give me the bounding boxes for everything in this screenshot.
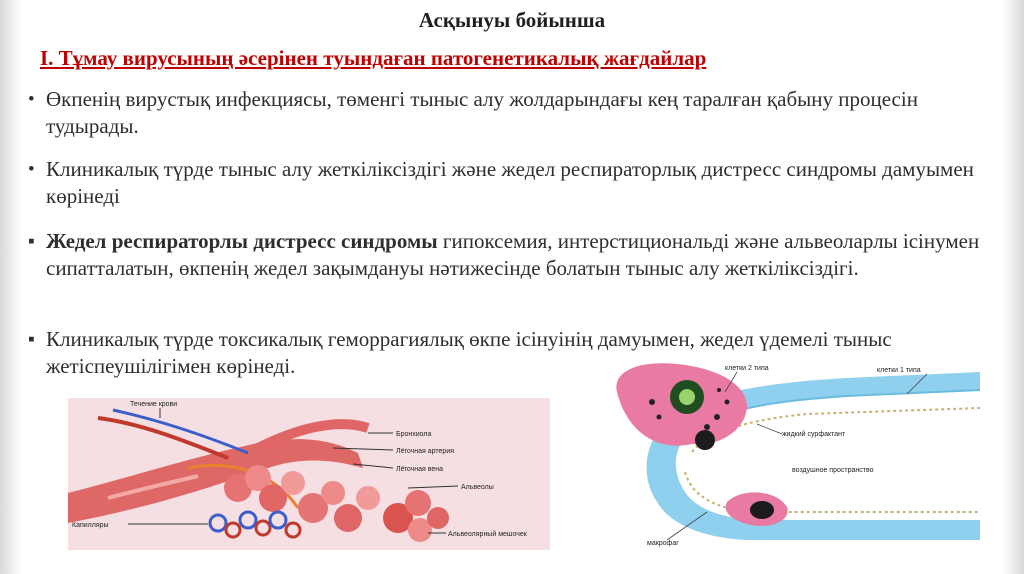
alveolar-cross-section-illustration	[607, 362, 980, 548]
slide-heading: Асқынуы бойынша	[418, 8, 606, 32]
label-alveoli: Альвеолы	[461, 484, 494, 491]
label-pulmonary-vein: Лёгочная вена	[396, 466, 444, 473]
right-edge-shade	[1002, 0, 1024, 574]
left-edge-shade	[0, 0, 22, 574]
bullet-text: Клиникалық түрде токсикалық геморрагиялық өкпе ісінуінің дамуымен, жедел үдемелі тыныс жетіспеушілігімен көрінеді.	[46, 327, 892, 378]
bullet-text	[46, 228, 998, 282]
bullet-text: Өкпенің вирустық инфекциясы, төменгі тыныс алу жолдарындағы кең таралған қабыну процесін тудырады.	[46, 87, 918, 138]
bullet-text-rest: гипоксемия, интерстициональді және альвеоларлы ісінумен сипатталатын, өкпенің жедел зақымдануы нәтижесінде болатын тыныс алу жеткіліксіздігі.	[46, 229, 980, 280]
bullet-square-icon: ▪	[28, 231, 35, 252]
bullet-dot-icon: •	[28, 159, 35, 180]
bronchiole-alveoli-illustration	[68, 398, 550, 550]
secretion-granule	[695, 430, 715, 450]
label-type1-cells: клетки 1 типа	[877, 367, 921, 374]
label-macrophage: макрофаг	[647, 540, 679, 547]
label-air-space: воздушное пространство	[792, 467, 874, 474]
label-blood-flow: Течение крови	[130, 401, 178, 408]
macrophage-nucleus	[750, 501, 774, 519]
bullet-dot-icon: •	[28, 89, 35, 110]
label-alveolar-sac: Альвеолярный мешочек	[448, 531, 527, 538]
bullet-item-2	[28, 156, 998, 210]
label-capillaries: Капилляры	[72, 522, 109, 529]
bullet-bold-term: Жедел респираторлы дистресс синдромы	[46, 229, 438, 253]
bullet-square-icon: ▪	[28, 329, 35, 350]
label-bronchiole: Бронхиола	[396, 431, 432, 438]
nucleolus	[679, 389, 695, 405]
label-type2-cells: клетки 2 типа	[725, 365, 769, 372]
slide-subheading: I. Тұмау вирусының әсерінен туындаған патогенетикалық жағдайлар	[40, 46, 707, 70]
bullet-item-1	[28, 86, 998, 140]
bullet-item-3	[28, 228, 998, 282]
label-surfactant: жидкий сурфактант	[782, 431, 846, 438]
label-pulmonary-artery: Лёгочная артерия	[396, 448, 455, 455]
bullet-text: Клиникалық түрде тыныс алу жеткіліксіздігі және жедел респираторлық дистресс синдромы дамуымен көрінеді	[46, 157, 974, 208]
